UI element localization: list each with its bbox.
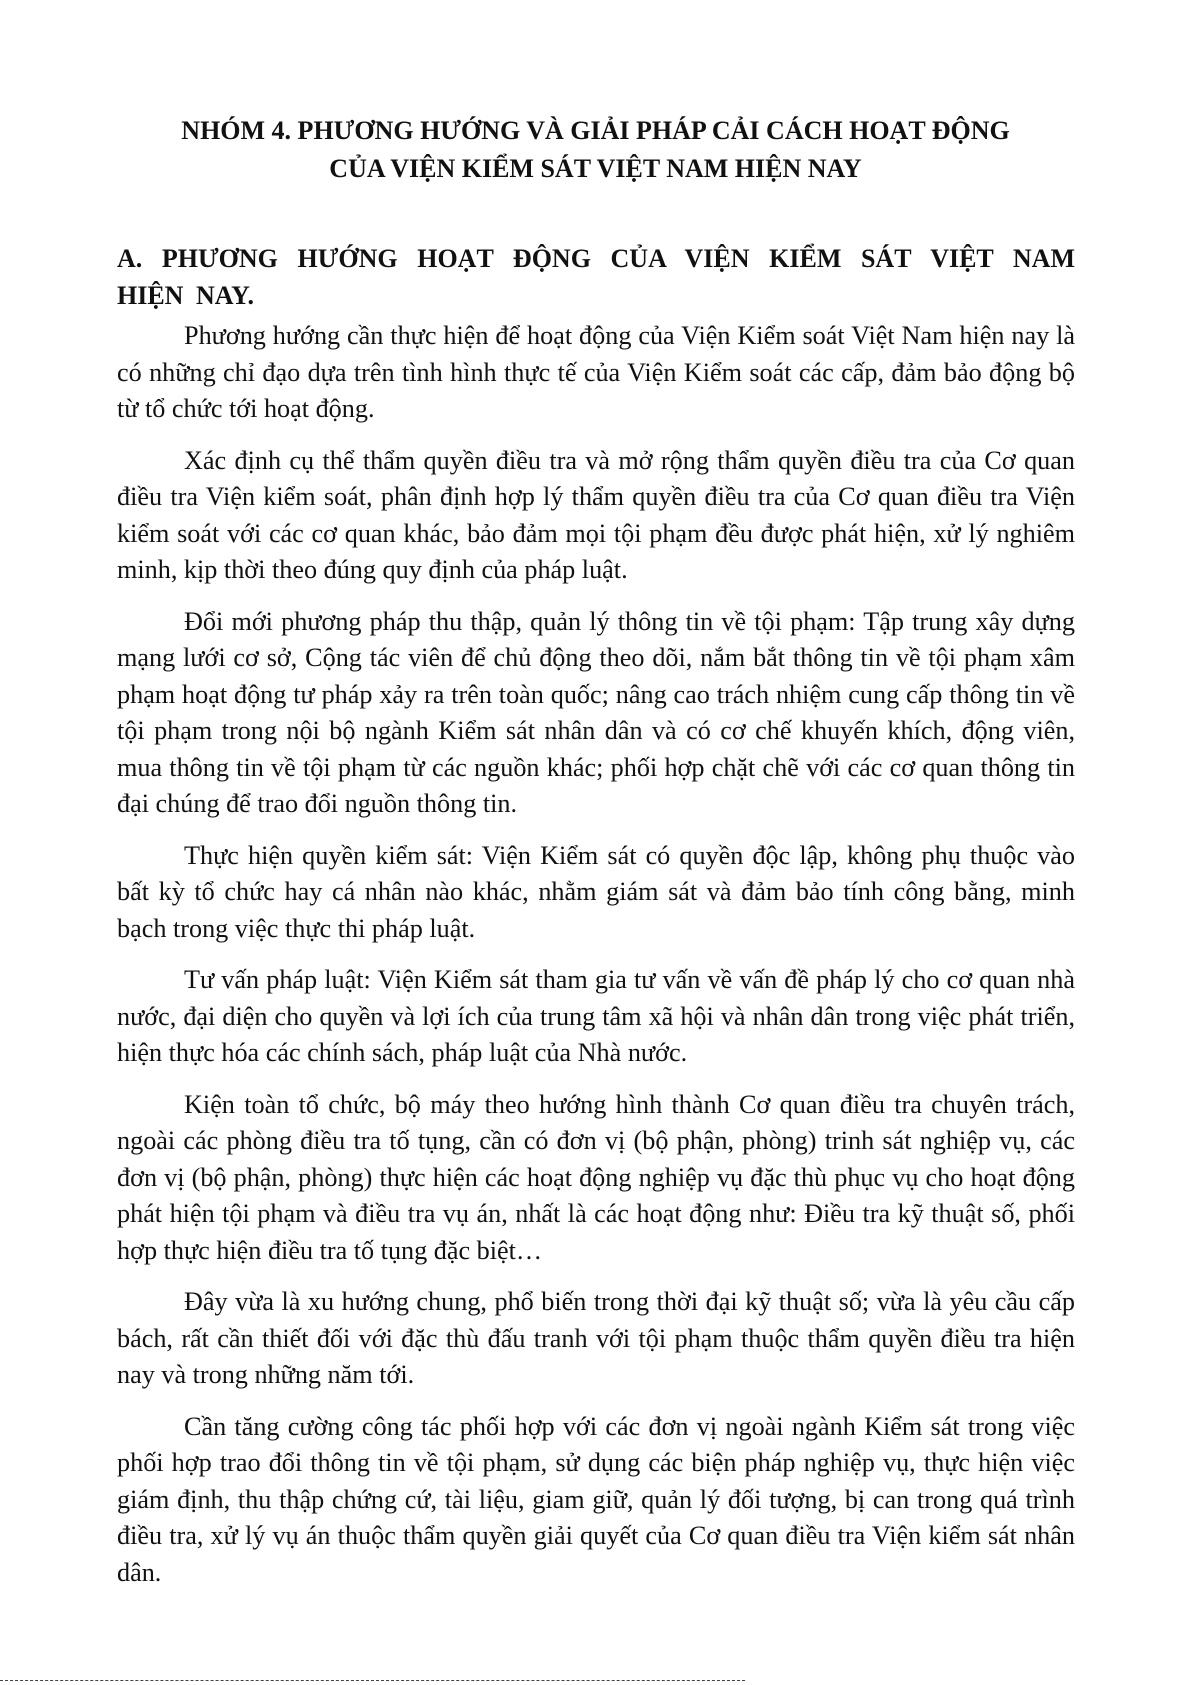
body-text — [117, 318, 1075, 1606]
title-line-2: CỦA VIỆN KIỂM SÁT VIỆT NAM HIỆN NAY — [329, 154, 862, 183]
paragraph: Đổi mới phương pháp thu thập, quản lý thông tin về tội phạm: Tập trung xây dựng mạng lưới cơ sở, Cộng tác viên để chủ động theo dõi, nắm bắt thông tin về tội phạm xâm phạm hoạt động tư pháp xảy ra trên toàn quốc; nâng cao trách nhiệm cung cấp thông tin về tội phạm trong nội bộ ngành Kiểm sát nhân dân và có cơ chế khuyến khích, động viên, mua thông tin về tội phạm từ các nguồn khác; phối hợp chặt chẽ với các cơ quan thông tin đại chúng để trao đổi nguồn thông tin. — [117, 606, 1075, 818]
paragraph: Xác định cụ thể thẩm quyền điều tra và mở rộng thẩm quyền điều tra của Cơ quan điều tra Viện kiểm soát, phân định hợp lý thẩm quyền điều tra của Cơ quan điều tra Viện kiểm soát với các cơ quan khác, bảo đảm mọi tội phạm đều được phát hiện, xử lý nghiêm minh, kịp thời theo đúng quy định của pháp luật. — [117, 445, 1075, 584]
title-line-1: NHÓM 4. PHƯƠNG HƯỚNG VÀ GIẢI PHÁP CẢI CÁCH HOẠT ĐỘNG — [181, 116, 1010, 145]
paragraph: Cần tăng cường công tác phối hợp với các đơn vị ngoài ngành Kiểm sát trong việc phối hợp trao đổi thông tin về tội phạm, sử dụng các biện pháp nghiệp vụ, thực hiện việc giám định, thu thập chứng cứ, tài liệu, giam giữ, quản lý đối tượng, bị can trong quá trình điều tra, xử lý vụ án thuộc thẩm quyền giải quyết của Cơ quan điều tra Viện kiểm sát nhân dân. — [117, 1411, 1075, 1587]
paragraph: Thực hiện quyền kiểm sát: Viện Kiểm sát có quyền độc lập, không phụ thuộc vào bất kỳ tổ chức hay cá nhân nào khác, nhằm giám sát và đảm bảo tính công bằng, minh bạch trong việc thực thi pháp luật. — [117, 840, 1075, 943]
paragraph: Phương hướng cần thực hiện để hoạt động của Viện Kiểm soát Việt Nam hiện nay là có những chỉ đạo dựa trên tình hình thực tế của Viện Kiểm soát các cấp, đảm bảo động bộ từ tổ chức tới hoạt động. — [117, 321, 1075, 423]
section-heading: A. PHƯƠNG HƯỚNG HOẠT ĐỘNG CỦA VIỆN KIỂM SÁT VIỆT NAM HIỆN NAY. — [117, 244, 1075, 310]
paragraph: Kiện toàn tổ chức, bộ máy theo hướng hình thành Cơ quan điều tra chuyên trách, ngoài các phòng điều tra tố tụng, cần có đơn vị (bộ phận, phòng) trinh sát nghiệp vụ, các đơn vị (bộ phận, phòng) thực hiện các hoạt động nghiệp vụ đặc thù phục vụ cho hoạt động phát hiện tội phạm và điều tra vụ án, nhất là các hoạt động như: Điều tra kỹ thuật số, phối hợp thực hiện điều tra tố tụng đặc biệt… — [117, 1089, 1075, 1265]
paragraph: Tư vấn pháp luật: Viện Kiểm sát tham gia tư vấn về vấn đề pháp lý cho cơ quan nhà nước, đại diện cho quyền và lợi ích của trung tâm xã hội và nhân dân trong việc phát triển, hiện thực hóa các chính sách, pháp luật của Nhà nước. — [117, 965, 1075, 1067]
document-title — [100, 112, 1091, 188]
paragraph: Đây vừa là xu hướng chung, phổ biến trong thời đại kỹ thuật số; vừa là yêu cầu cấp bách, rất cần thiết đối với đặc thù đấu tranh với tội phạm thuộc thẩm quyền điều tra hiện nay và trong những năm tới. — [117, 1287, 1075, 1389]
footer-divider — [0, 1680, 745, 1681]
